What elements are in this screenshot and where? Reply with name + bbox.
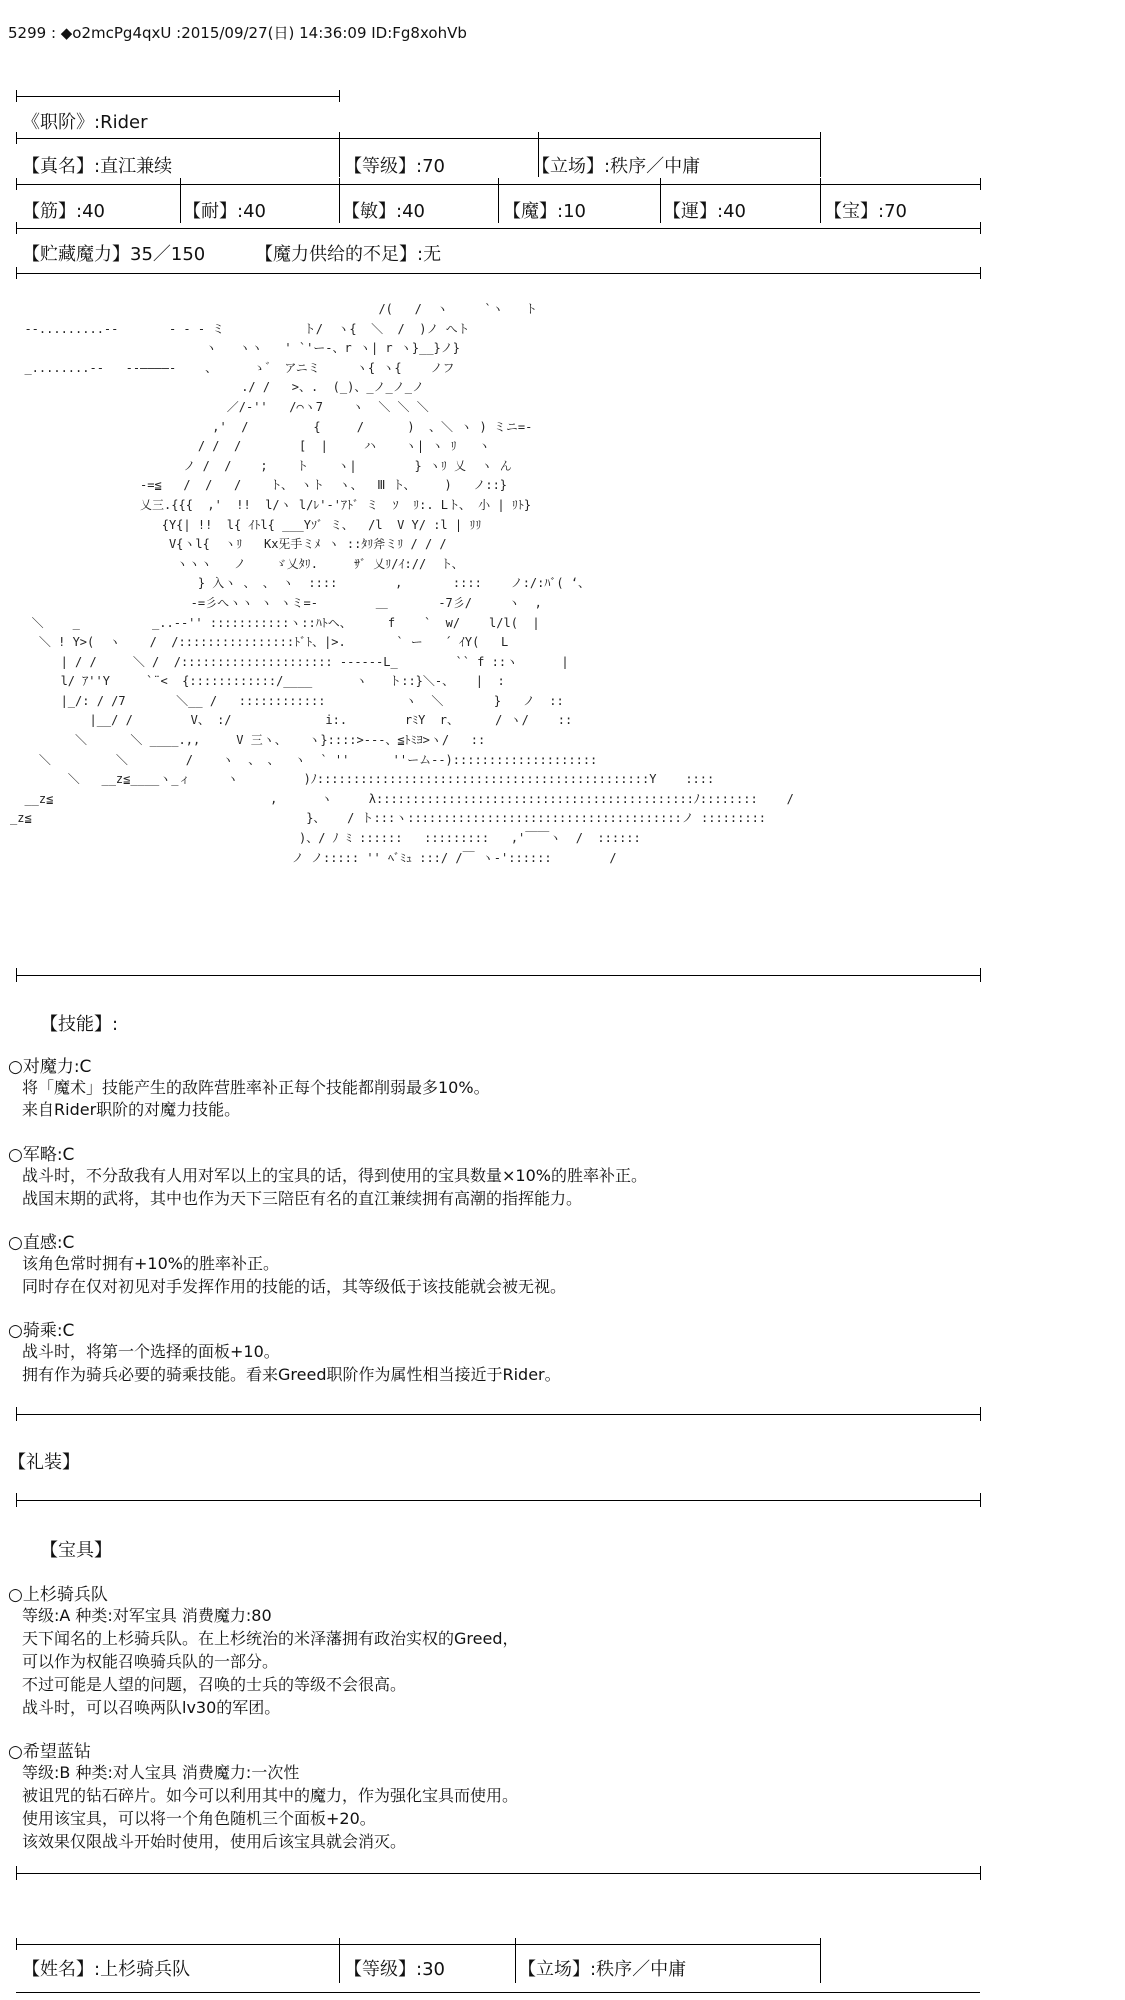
tick bbox=[980, 1407, 981, 1421]
skill-title: ○对魔力:C bbox=[8, 1057, 92, 1077]
ascii-art-portrait bbox=[10, 300, 794, 950]
tick bbox=[980, 178, 981, 190]
tick bbox=[16, 90, 17, 102]
np-desc: 战斗时，可以召唤两队lv30的军团。 bbox=[22, 1698, 281, 1717]
costume-heading: 【礼装】 bbox=[8, 1452, 80, 1473]
skill-desc: 战国末期的武将，其中也作为天下三陪臣有名的直江兼续拥有高潮的指挥能力。 bbox=[22, 1189, 583, 1208]
alignment-field: 【立场】:秩序／中庸 bbox=[532, 156, 701, 177]
tick bbox=[180, 178, 181, 223]
skill-desc: 战斗时，不分敌我有人用对军以上的宝具的话，得到使用的宝具数量×10%的胜率补正。 bbox=[22, 1166, 647, 1185]
tick bbox=[16, 267, 17, 279]
level-field: 【等级】:30 bbox=[344, 1959, 445, 1980]
np-desc: 等级:B 种类:对人宝具 消费魔力:一次性 bbox=[22, 1763, 300, 1782]
mana-shortage-field: 【魔力供给的不足】:无 bbox=[255, 244, 442, 265]
tick bbox=[980, 222, 981, 234]
skills-heading: 【技能】: bbox=[40, 1014, 119, 1035]
tick bbox=[515, 1938, 516, 1983]
skill-title: ○直感:C bbox=[8, 1233, 75, 1253]
skill-desc: 拥有作为骑兵必要的骑乘技能。看来Greed职阶作为属性相当接近于Rider。 bbox=[22, 1365, 561, 1384]
rule bbox=[16, 138, 820, 139]
tick bbox=[339, 90, 340, 102]
tick bbox=[16, 132, 17, 144]
stat-luck: 【運】:40 bbox=[663, 201, 746, 222]
tick bbox=[498, 178, 499, 223]
class-field: 《职阶》:Rider bbox=[22, 112, 148, 133]
skill-title: ○军略:C bbox=[8, 1145, 75, 1165]
tick bbox=[339, 1938, 340, 1983]
skill-title: ○骑乘:C bbox=[8, 1321, 75, 1341]
rule bbox=[16, 1944, 820, 1945]
tick bbox=[820, 178, 821, 223]
true-name-field: 【真名】:直江兼续 bbox=[22, 156, 173, 177]
alignment-field: 【立场】:秩序／中庸 bbox=[518, 1959, 687, 1980]
skill-desc: 战斗时，将第一个选择的面板+10。 bbox=[22, 1342, 280, 1361]
divider bbox=[16, 1500, 980, 1501]
tick bbox=[16, 1407, 17, 1421]
stat-noble-phantasm: 【宝】:70 bbox=[824, 201, 907, 222]
ascii-art-text: /( / ヽ `ヽ ト --.........-- ‐ ‐ ‐ ミ ト/ ヽ{ ＼ / )ノ へト ヽ ヽヽ ' `'ー-、r ヽ| r ヽ}__}ノ} _........-- -‐――――‐ 、 ゝ゛ アニミ ヽ{ ヽ{ ノフ ./ / >、. (_)、_ノ_ノ_ノ ／/‐'' /⌒ヽ7 ヽ ＼ ＼ ＼ ,' / { / ) 、＼ ヽ ) ミニ=- / / / [ | ハ ヽ| ヽ ﾘ ヽ ノ / / ; ト ヽ| } ヽﾘ 乂 ヽ ん -=≦ / / / ト、 ヽト ヽ、 Ⅲ ト、 ) ノ::} 乂三.{{{ ,' !! l/ヽ l/ﾚ'‐'ｱﾄﾞ ミ ｿ ﾘ:. Lト、 小 | ﾘﾄ} {Y{| !! l{ ｲﾄl{ ___Yｿﾞ ミ、 /l V Y/ :l | ﾘﾘ V{ヽl{ ヽﾘ Kx旡手ミﾒ ヽ ::ﾀﾘ斧ミﾘ / / / ヽヽヽ ノ ゞ乂ﾀﾘ. ｻﾞ 乂ﾘ/ｲ:// ト、 } 入ヽ 、 、 ヽ :::: , :::: ノ:/:ﾊﾞ( ‘、 -=彡へヽヽ ヽ ヽミ=- ＿ -7彡/ ヽ , ＼ _ _..--'' :::::::::::ヽ::ﾊﾄヘ、 f ` w/ l/l( | ＼ ! Y>( ヽ / /::::::::::::::::ﾄﾞﾄ、|>. ` ー ´ ｲY( L | / / ＼ / /::::::::::::::::::::: --‐‐--L_ `` f ::ヽ | l/ ｱ''Y `¨< {::::::::::::/____ ヽ ト::}＼-、 | : |_/: / /7 ＼__ / :::::::::::: ヽ ＼ } ノ :: |__/ / V、 :/ i:. rﾐY r、 / ヽ/ :: ＼ ＼ ____.,, V 三ヽ、 ヽ}::::>-‐-、≦ﾄﾐﾖ>ヽ/ :: ＼ ＼ / ヽ 、 、 ヽ ` '' ''ーム--):::::::::::::::::::: ＼ __z≦____ヽ_ィ ヽ )ﾉ::::::::::::::::::::::::::::::::::::::::::::::Y :::: __z≦ , ヽ λ::::::::::::::::::::::::::::::::::::::::::::ﾉ:::::::: / _z≦ }、 / ト:::ヽ::::::::::::::::::::::::::::::::::::::ノ ::::::::: )、/ ﾉ ﾐ :::::: ::::::::: ,'￣￣ヽ / :::::: ノ ノ::::: '' ﾍﾞﾐｭ :::/ /￣ ヽ-':::::: / bbox=[10, 302, 794, 865]
rule bbox=[16, 228, 980, 229]
stat-strength: 【筋】:40 bbox=[22, 201, 105, 222]
tick bbox=[16, 1866, 17, 1880]
tick bbox=[980, 267, 981, 279]
np-title: ○希望蓝钻 bbox=[8, 1742, 91, 1762]
tick bbox=[16, 1493, 17, 1507]
divider bbox=[16, 975, 980, 976]
np-desc: 使用该宝具，可以将一个角色随机三个面板+20。 bbox=[22, 1809, 376, 1828]
rule bbox=[16, 273, 980, 274]
tick bbox=[820, 1938, 821, 1983]
unit-name-field: 【姓名】:上杉骑兵队 bbox=[22, 1959, 191, 1980]
skill-desc: 将「魔术」技能产生的敌阵营胜率补正每个技能都削弱最多10%。 bbox=[22, 1078, 490, 1097]
np-desc: 可以作为权能召唤骑兵队的一部分。 bbox=[22, 1652, 279, 1671]
tick bbox=[16, 1938, 17, 1950]
np-desc: 被诅咒的钻石碎片。如今可以利用其中的魔力，作为强化宝具而使用。 bbox=[22, 1786, 519, 1805]
divider bbox=[16, 1414, 980, 1415]
stored-mana-field: 【贮藏魔力】35／150 bbox=[22, 244, 206, 265]
tick bbox=[16, 968, 17, 982]
np-desc: 该效果仅限战斗开始时使用，使用后该宝具就会消灭。 bbox=[22, 1832, 407, 1851]
np-desc: 天下闻名的上杉骑兵队。在上杉统治的米泽藩拥有政治实权的Greed， bbox=[22, 1629, 519, 1648]
np-desc: 不过可能是人望的问题，召唤的士兵的等级不会很高。 bbox=[22, 1675, 407, 1694]
rule bbox=[16, 1992, 980, 1993]
divider bbox=[16, 1873, 980, 1874]
tick bbox=[980, 968, 981, 982]
stat-agility: 【敏】:40 bbox=[342, 201, 425, 222]
level-field: 【等级】:70 bbox=[344, 156, 445, 177]
tick bbox=[16, 222, 17, 234]
tick bbox=[820, 132, 821, 177]
tick bbox=[339, 132, 340, 177]
noble-phantasm-heading: 【宝具】 bbox=[40, 1540, 112, 1561]
np-desc: 等级:A 种类:对军宝具 消费魔力:80 bbox=[22, 1606, 272, 1625]
stat-endurance: 【耐】:40 bbox=[183, 201, 266, 222]
skill-desc: 该角色常时拥有+10%的胜率补正。 bbox=[22, 1254, 279, 1273]
tick bbox=[339, 178, 340, 223]
tick bbox=[980, 1493, 981, 1507]
post-header: 5299 : ◆o2mcPg4qxU :2015/09/27(日) 14:36:09 ID:Fg8xohVb bbox=[8, 24, 467, 42]
np-title: ○上杉骑兵队 bbox=[8, 1585, 108, 1605]
tick bbox=[980, 1866, 981, 1880]
tick bbox=[16, 178, 17, 190]
tick bbox=[660, 178, 661, 223]
skill-desc: 同时存在仅对初见对手发挥作用的技能的话，其等级低于该技能就会被无视。 bbox=[22, 1277, 567, 1296]
stat-mana: 【魔】:10 bbox=[503, 201, 586, 222]
skill-desc: 来自Rider职阶的对魔力技能。 bbox=[22, 1100, 241, 1119]
rule bbox=[16, 96, 339, 97]
